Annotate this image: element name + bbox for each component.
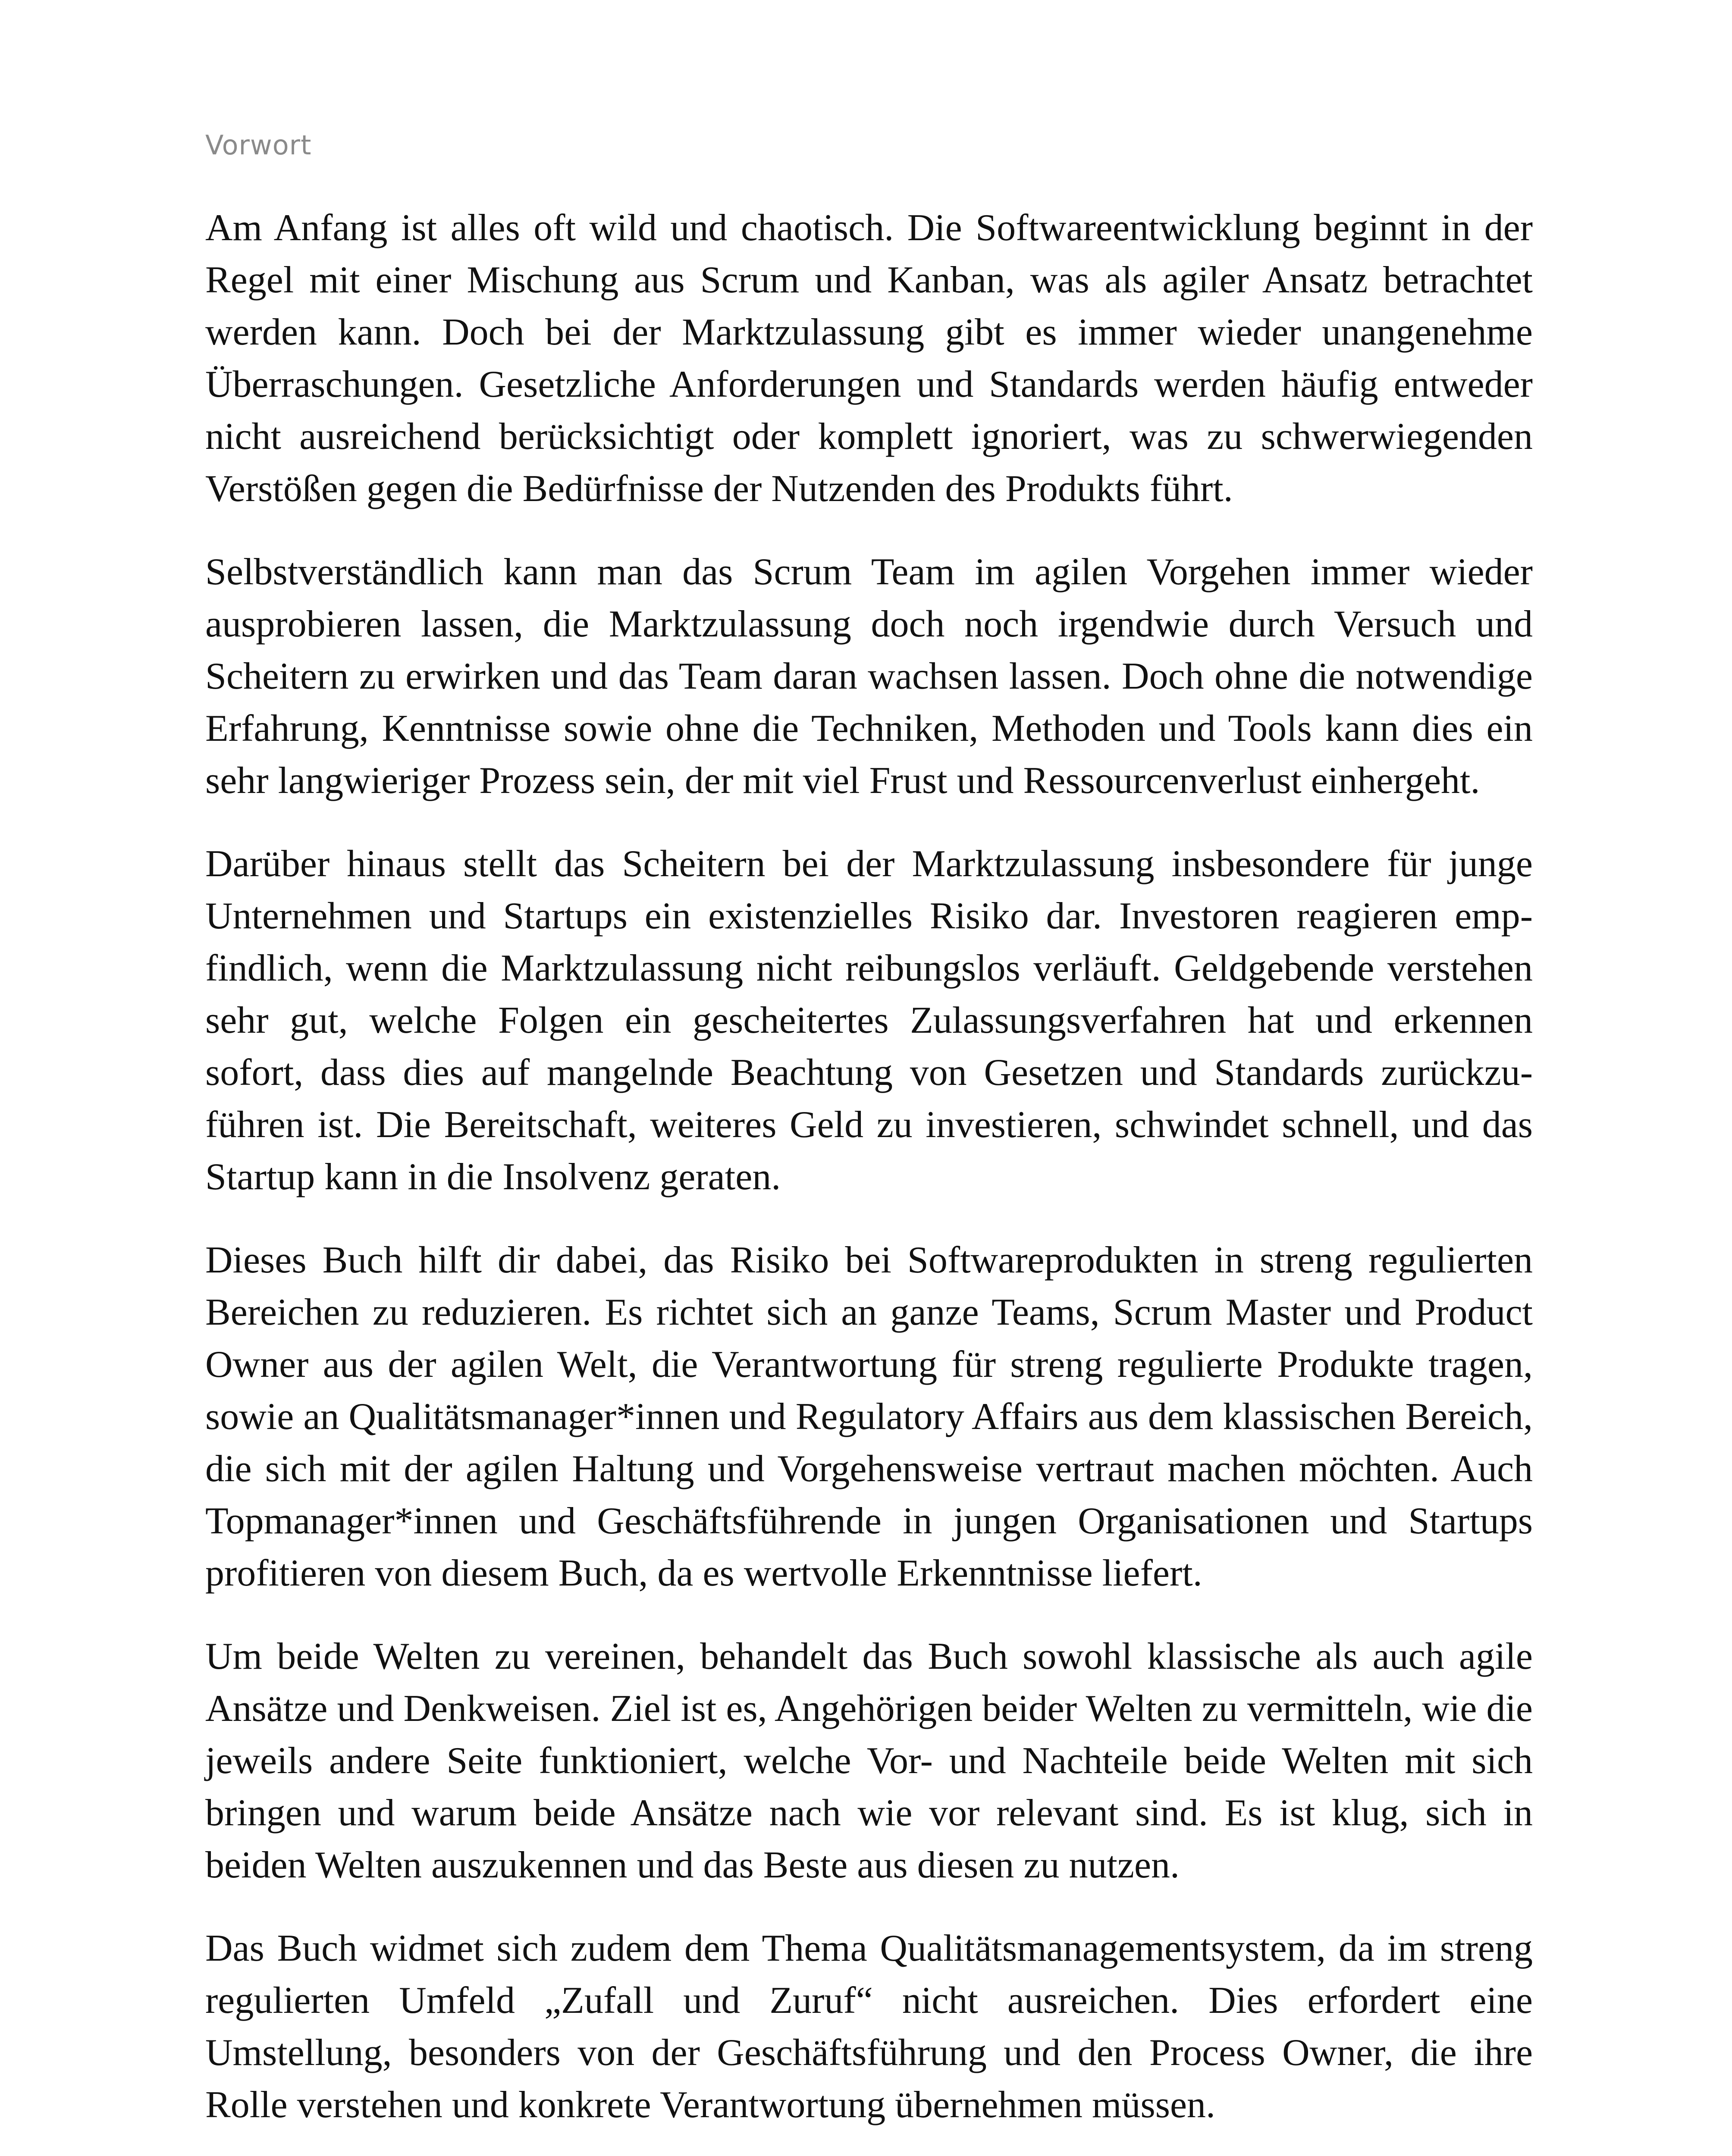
paragraph: Selbstverständlich kann man das Scrum Team im agilen Vorgehen immer wieder ausprobieren lassen, die Marktzulassung doch noch irgendwie durch Versuch und Scheitern zu erwirken und das Team daran wachsen lassen. Doch ohne die notwendige Erfahrung, Kenntnisse sowie ohne die Techniken, Methoden und Tools kann dies ein sehr langwieriger Prozess sein, der mit viel Frust und Ressourcenverlust einhergeht. <box>205 551 1533 802</box>
paragraph: Am Anfang ist alles oft wild und chaotisch. Die Softwareentwicklung beginnt in der Regel mit einer Mischung aus Scrum und Kanban, was als agiler Ansatz betrachtet werden kann. Doch bei der Marktzulassung gibt es immer wieder unangenehme Überraschungen. Gesetzliche Anforderungen und Standards werden häufig entweder nicht ausreichend berücksichtigt oder komplett ignoriert, was zu schwerwiegenden Verstößen gegen die Bedürfnisse der Nutzenden des Produkts führt. <box>205 207 1533 510</box>
paragraph: Dieses Buch hilft dir dabei, das Risiko bei Softwareprodukten in streng regulierten Bereichen zu reduzieren. Es richtet sich an ganze Teams, Scrum Master und Product Owner aus der agilen Welt, die Verantwortung für streng regulierte Produkte tragen, sowie an Qualitätsmanager*innen und Regulatory Affairs aus dem klassischen Bereich, die sich mit der agilen Haltung und Vorgehensweise vertraut machen möchten. Auch Topmanager*innen und Geschäftsführende in jungen Organisationen und Startups profitieren von diesem Buch, da es wertvolle Erkenntnisse liefert. <box>205 1239 1533 1594</box>
paragraph: Darüber hinaus stellt das Scheitern bei der Marktzulassung insbesondere für junge Unternehmen und Startups ein existenzielles Risiko dar. Investoren reagieren empfindlich, wenn die Marktzulassung nicht reibungslos verläuft. Geldgebende verstehen sehr gut, welche Folgen ein gescheitertes Zulassungsverfahren hat und erkennen sofort, dass dies auf mangelnde Beachtung von Gesetzen und Standards zurückzuführen ist. Die Bereitschaft, weiteres Geld zu investieren, schwindet schnell, und das Startup kann in die Insolvenz geraten. <box>205 843 1533 1198</box>
paragraph: Das Buch widmet sich zudem dem Thema Qualitätsmanagementsystem, da im streng regulierten Umfeld „Zufall und Zuruf“ nicht ausreichen. Dies erfordert eine Umstellung, besonders von der Geschäftsführung und den Process Owner, die ihre Rolle verstehen und konkrete Verantwortung übernehmen müssen. <box>205 1927 1533 2126</box>
running-header: Vorwort <box>205 129 312 161</box>
paragraph: Um beide Welten zu vereinen, behandelt das Buch sowohl klassische als auch agile Ansätze und Denkweisen. Ziel ist es, Angehörigen beider Welten zu vermitteln, wie die jeweils andere Seite funktioniert, welche Vor- und Nachteile beide Welten mit sich bringen und warum beide Ansätze nach wie vor relevant sind. Es ist klug, sich in beiden Welten auszukennen und das Beste aus diesen zu nutzen. <box>205 1636 1533 1886</box>
body-text <box>205 202 1533 2156</box>
